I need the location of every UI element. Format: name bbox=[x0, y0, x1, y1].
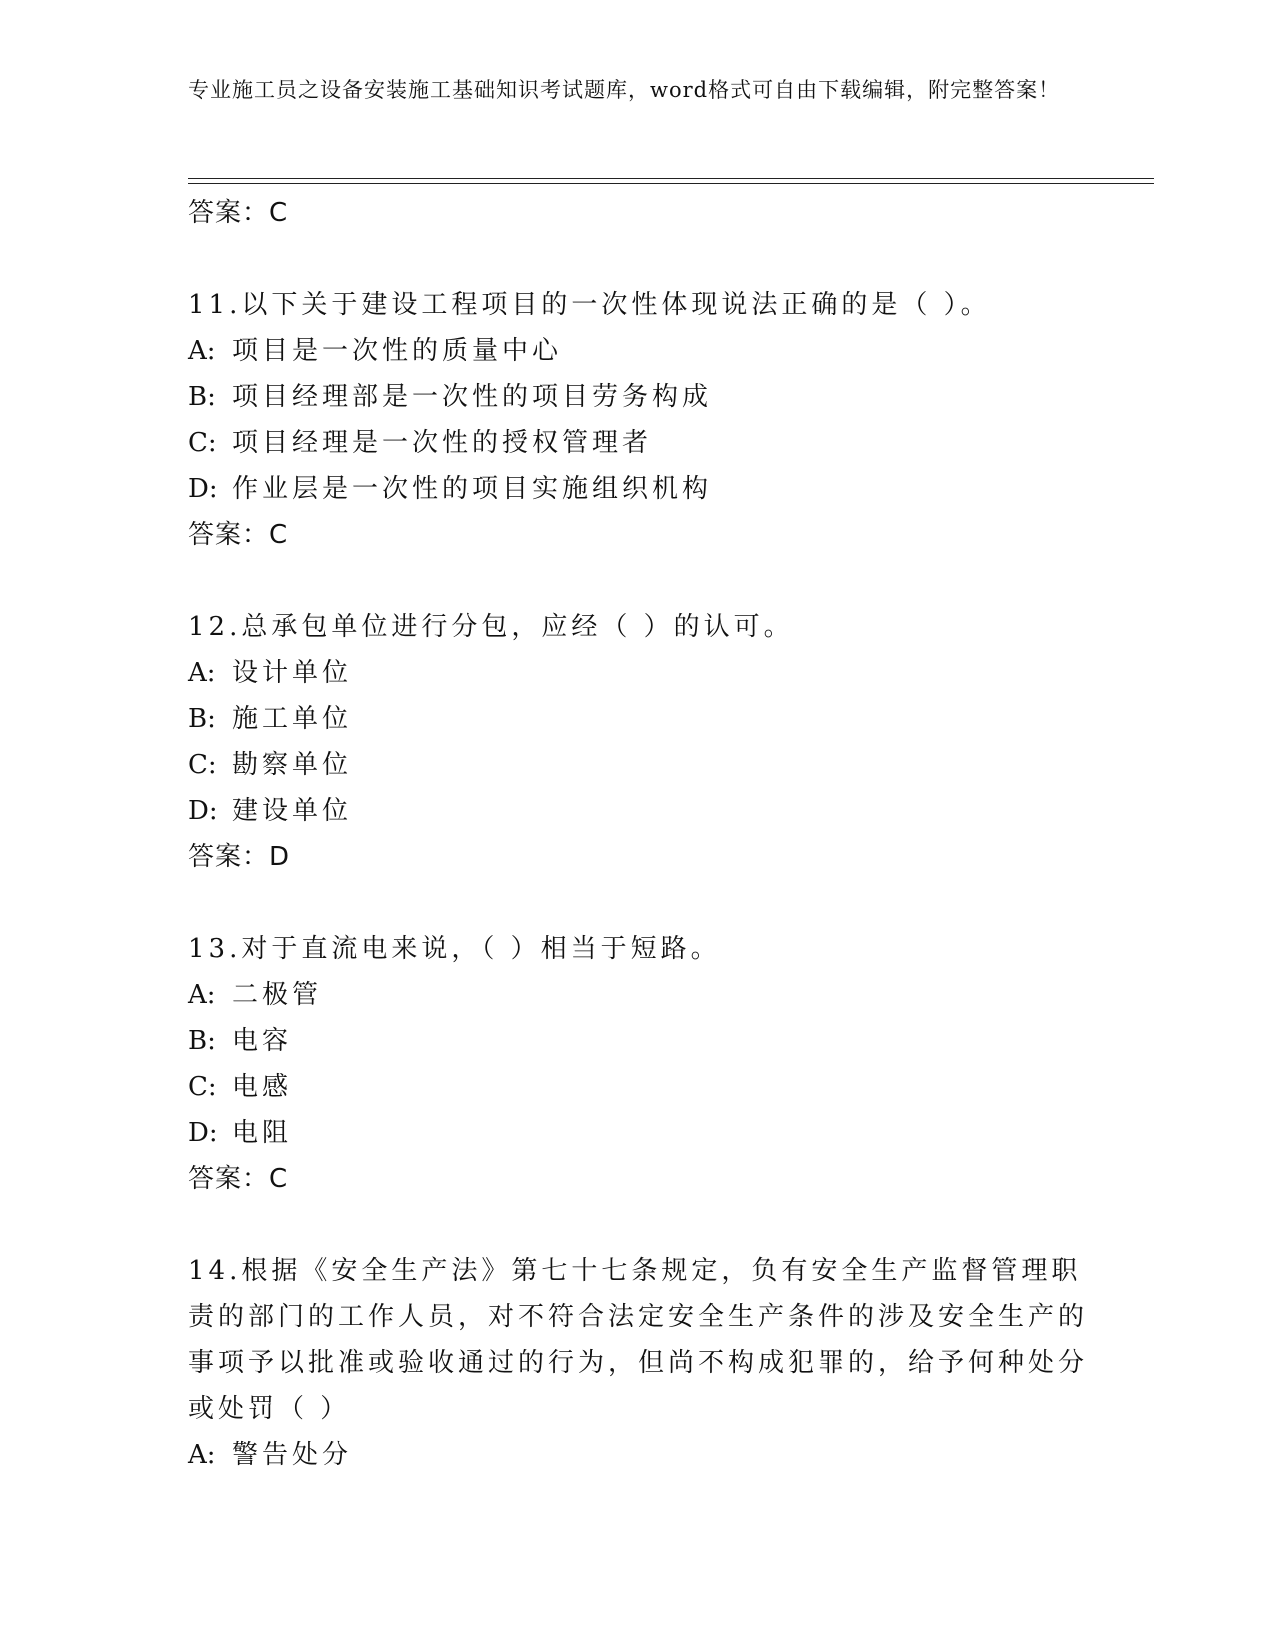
option-text: 电感 bbox=[232, 1072, 293, 1102]
question-13 bbox=[188, 926, 1088, 1202]
option-b bbox=[188, 374, 1088, 420]
option-letter: A: bbox=[188, 980, 216, 1010]
option-text: 建设单位 bbox=[232, 796, 353, 826]
option-text: 警告处分 bbox=[232, 1440, 353, 1470]
option-d bbox=[188, 788, 1088, 834]
question-stem: 14.根据《安全生产法》第七十七条规定，负有安全生产监督管理职责的部门的工作人员，对不符合法定安全生产条件的涉及安全生产的事项予以批准或验收通过的行为，但尚不构成犯罪的，给予何种处分或处罚（ ） bbox=[188, 1256, 1089, 1424]
option-text: 项目是一次性的质量中心 bbox=[232, 336, 563, 366]
option-b bbox=[188, 696, 1088, 742]
option-text: 电阻 bbox=[232, 1118, 293, 1148]
option-text: 二极管 bbox=[232, 980, 323, 1010]
previous-question-answer: 答案：C bbox=[188, 198, 289, 228]
option-c bbox=[188, 742, 1088, 788]
question-14 bbox=[188, 1248, 1088, 1478]
option-letter: C: bbox=[188, 750, 217, 780]
option-letter: D: bbox=[188, 1118, 218, 1148]
question-stem: 12.总承包单位进行分包，应经（ ）的认可。 bbox=[188, 612, 794, 642]
question-12 bbox=[188, 604, 1088, 880]
option-text: 作业层是一次性的项目实施组织机构 bbox=[232, 474, 713, 504]
option-a bbox=[188, 1432, 1088, 1478]
option-letter: B: bbox=[188, 1026, 216, 1056]
question-11 bbox=[188, 282, 1088, 558]
header-divider-line-secondary bbox=[188, 183, 1154, 184]
option-letter: C: bbox=[188, 428, 217, 458]
option-c bbox=[188, 1064, 1088, 1110]
option-letter: B: bbox=[188, 382, 216, 412]
header-divider-line bbox=[188, 178, 1154, 179]
document-header: 专业施工员之设备安装施工基础知识考试题库，word格式可自由下载编辑，附完整答案！ bbox=[188, 78, 1061, 102]
option-a bbox=[188, 328, 1088, 374]
option-text: 勘察单位 bbox=[232, 750, 353, 780]
option-a bbox=[188, 650, 1088, 696]
option-c bbox=[188, 420, 1088, 466]
option-d bbox=[188, 466, 1088, 512]
question-answer: 答案：C bbox=[188, 520, 289, 550]
option-letter: B: bbox=[188, 704, 216, 734]
option-letter: A: bbox=[188, 336, 216, 366]
option-letter: A: bbox=[188, 1440, 216, 1470]
option-text: 项目经理是一次性的授权管理者 bbox=[232, 428, 653, 458]
option-d bbox=[188, 1110, 1088, 1156]
option-text: 电容 bbox=[232, 1026, 293, 1056]
option-letter: C: bbox=[188, 1072, 217, 1102]
question-answer: 答案：D bbox=[188, 842, 291, 872]
option-b bbox=[188, 1018, 1088, 1064]
question-answer: 答案：C bbox=[188, 1164, 289, 1194]
question-stem: 13.对于直流电来说，（ ）相当于短路。 bbox=[188, 934, 721, 964]
option-text: 施工单位 bbox=[232, 704, 353, 734]
option-text: 设计单位 bbox=[232, 658, 353, 688]
question-stem: 11.以下关于建设工程项目的一次性体现说法正确的是（ ）。 bbox=[188, 290, 991, 320]
option-letter: A: bbox=[188, 658, 216, 688]
option-text: 项目经理部是一次性的项目劳务构成 bbox=[232, 382, 713, 412]
option-a bbox=[188, 972, 1088, 1018]
question-list bbox=[188, 190, 1088, 1478]
option-letter: D: bbox=[188, 474, 218, 504]
option-letter: D: bbox=[188, 796, 218, 826]
